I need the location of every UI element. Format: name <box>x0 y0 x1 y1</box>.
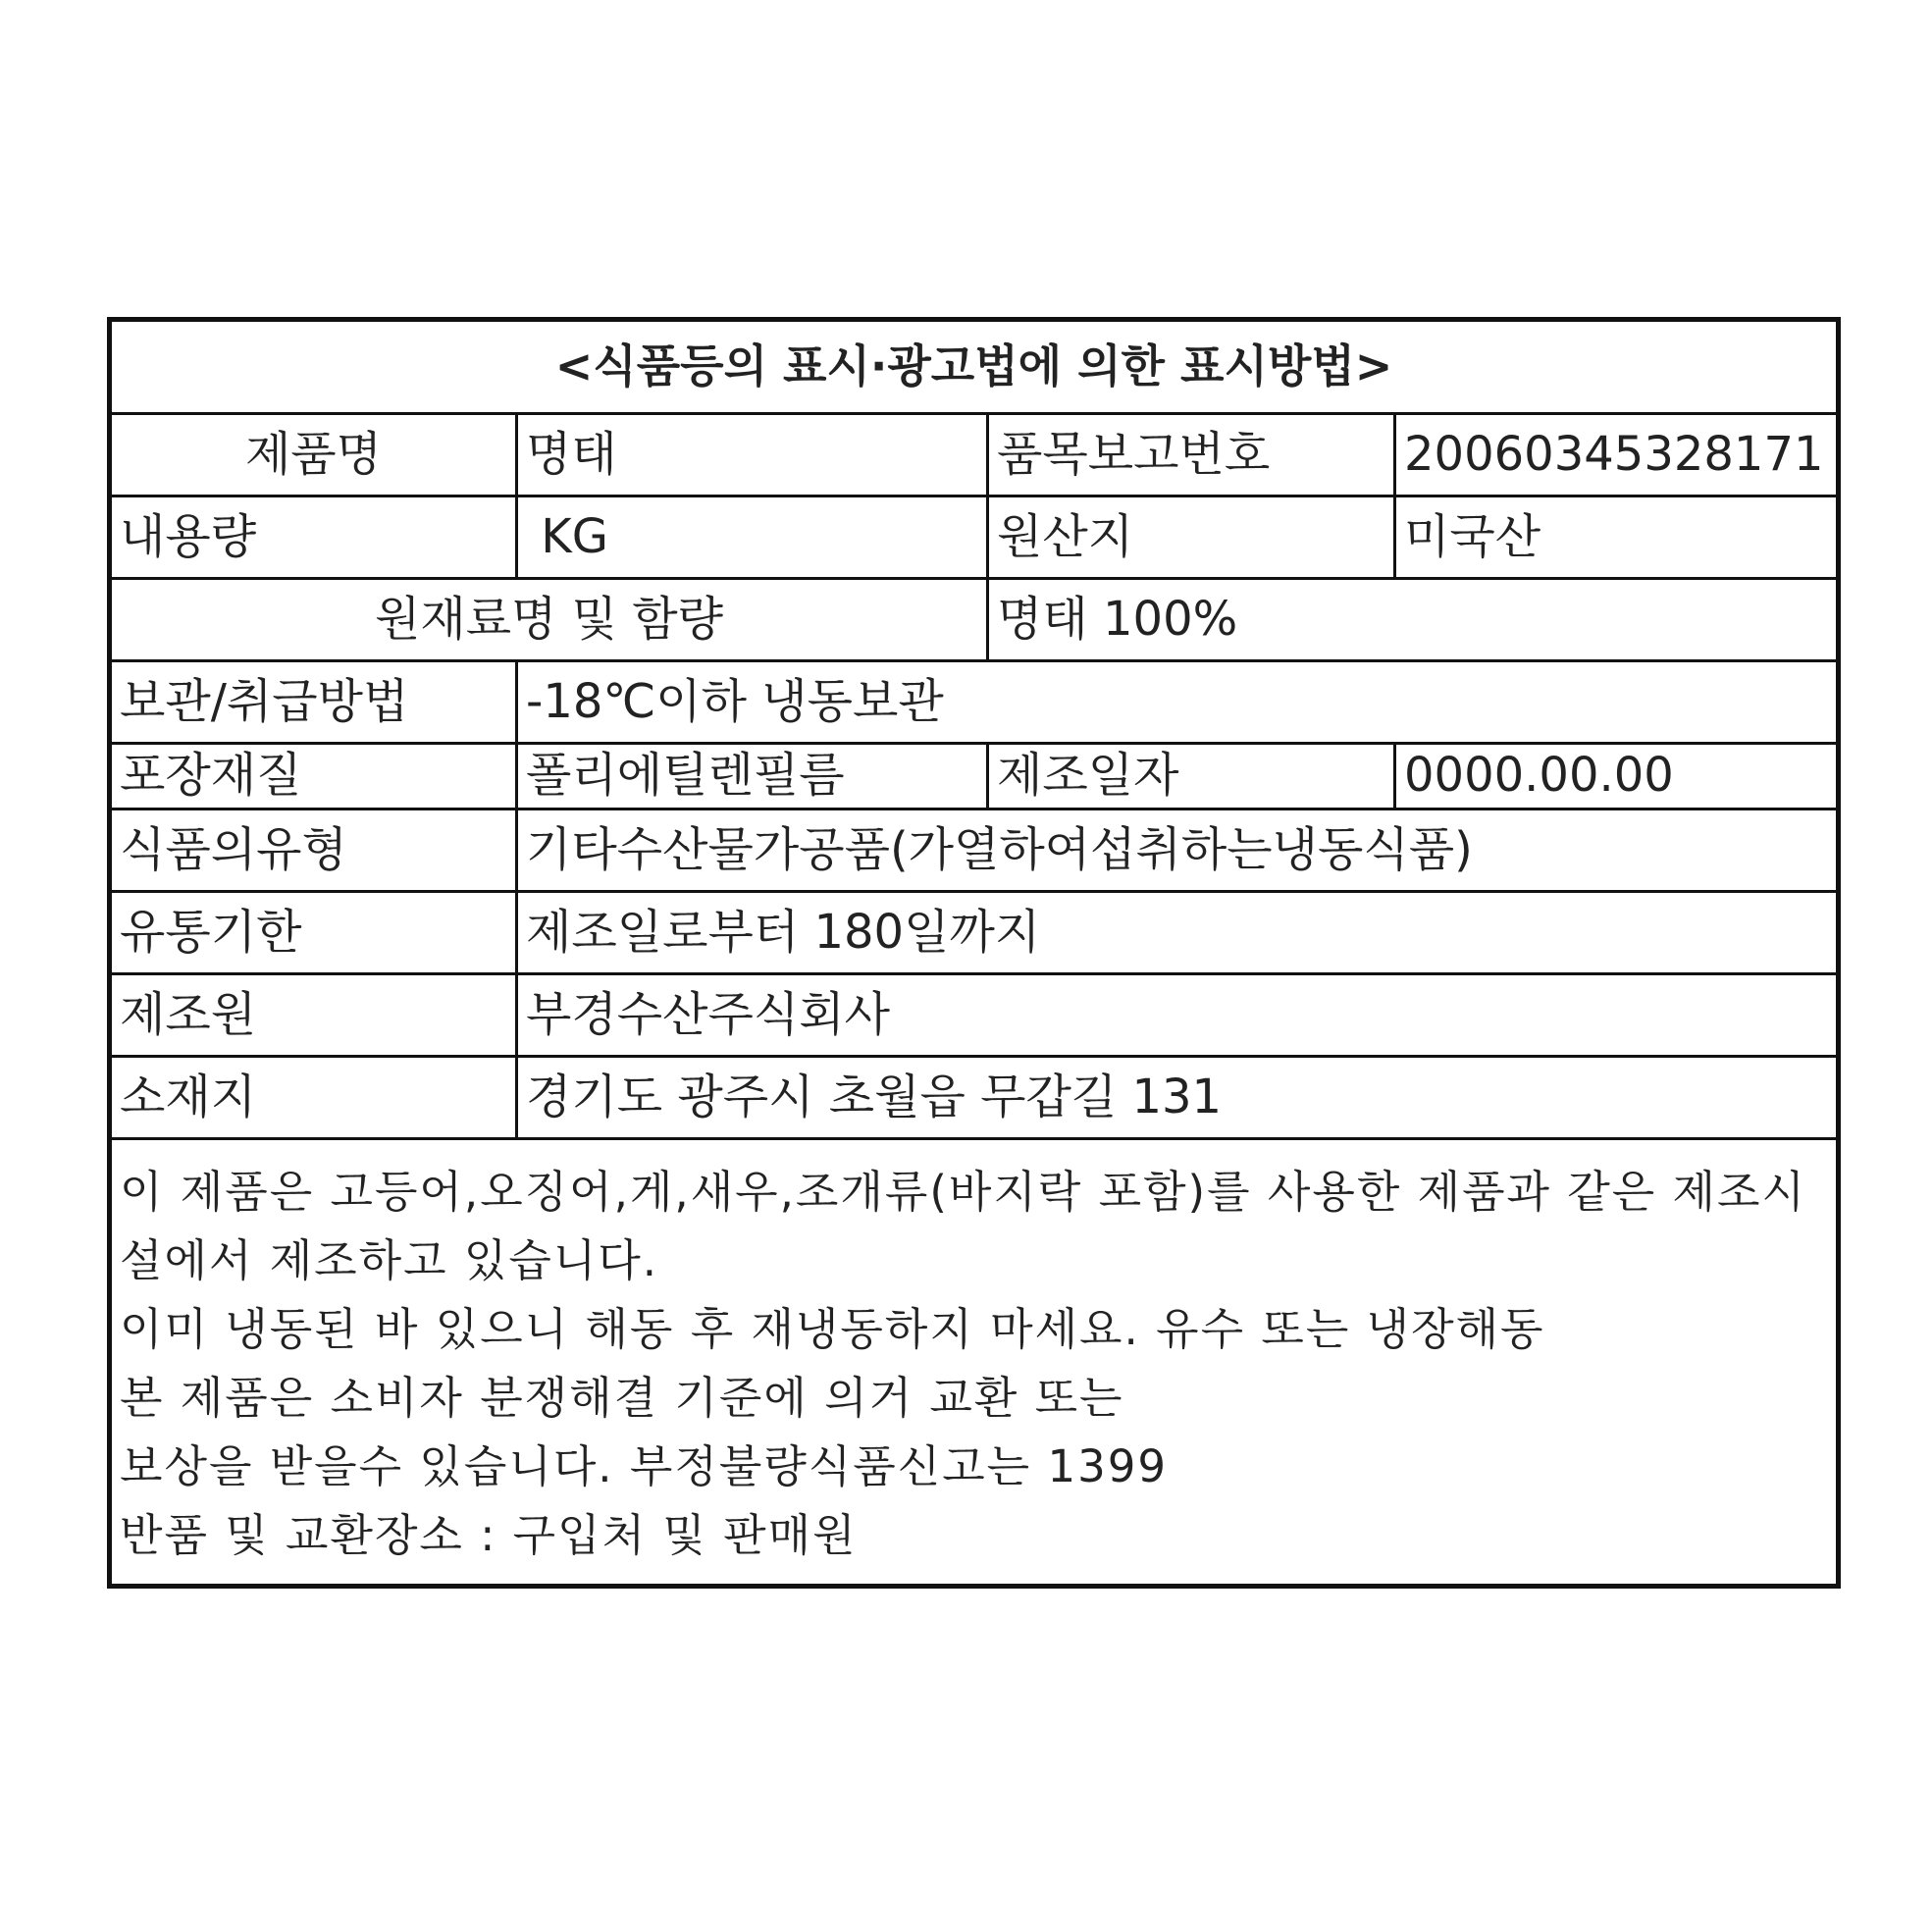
row-storage <box>110 661 1839 744</box>
manufacturer-value: 부경수산주식회사 <box>517 974 1839 1057</box>
notice-line: 이미 냉동된 바 있으니 해동 후 재냉동하지 마세요. 유수 또는 냉장해동 <box>120 1303 1545 1355</box>
food-type-value: 기타수산물가공품(가열하여섭취하는냉동식품) <box>517 809 1839 892</box>
row-ingredients <box>110 579 1839 661</box>
ingredients-value: 명태 100% <box>988 579 1839 661</box>
notice-line: 이 제품은 고등어,오징어,게,새우,조개류(바지락 포함)를 사용한 제품과 같은 제조시 <box>120 1166 1806 1218</box>
food-type-label: 식품의유형 <box>110 809 517 892</box>
notice-line: 설에서 제조하고 있습니다. <box>120 1234 659 1286</box>
manufacture-date-value: 0000.00.00 <box>1395 744 1839 809</box>
notice-line: 반품 및 교환장소 : 구입처 및 판매원 <box>120 1509 858 1561</box>
packaging-label: 포장재질 <box>110 744 517 809</box>
storage-label: 보관/취급방법 <box>110 661 517 744</box>
shelf-life-value: 제조일로부터 180일까지 <box>517 892 1839 974</box>
shelf-life-label: 유통기한 <box>110 892 517 974</box>
food-label-table <box>107 317 1841 1589</box>
manufacturer-label: 제조원 <box>110 974 517 1057</box>
address-value: 경기도 광주시 초월읍 무갑길 131 <box>517 1057 1839 1139</box>
row-net-content <box>110 496 1839 579</box>
ingredients-label: 원재료명 및 함량 <box>110 579 988 661</box>
origin-label: 원산지 <box>988 496 1395 579</box>
row-food-type <box>110 809 1839 892</box>
net-content-value: KG <box>517 496 988 579</box>
row-manufacturer <box>110 974 1839 1057</box>
product-name-label: 제품명 <box>110 414 517 496</box>
packaging-value: 폴리에틸렌필름 <box>517 744 988 809</box>
manufacture-date-label: 제조일자 <box>988 744 1395 809</box>
storage-value: -18℃이하 냉동보관 <box>517 661 1839 744</box>
row-shelf-life <box>110 892 1839 974</box>
label-title: <식품등의 표시·광고법에 의한 표시방법> <box>110 320 1839 414</box>
notice-line: 보상을 받을수 있습니다. 부정불량식품신고는 1399 <box>120 1440 1168 1492</box>
report-number-value: 20060345328171 <box>1395 414 1839 496</box>
row-product-name <box>110 414 1839 496</box>
row-address <box>110 1057 1839 1139</box>
title-row <box>110 320 1839 414</box>
address-label: 소재지 <box>110 1057 517 1139</box>
product-name-value: 명태 <box>517 414 988 496</box>
notice-block <box>110 1139 1839 1587</box>
report-number-label: 품목보고번호 <box>988 414 1395 496</box>
row-notice <box>110 1139 1839 1587</box>
notice-line: 본 제품은 소비자 분쟁해결 기준에 의거 교환 또는 <box>120 1372 1124 1424</box>
row-packaging <box>110 744 1839 809</box>
net-content-label: 내용량 <box>110 496 517 579</box>
origin-value: 미국산 <box>1395 496 1839 579</box>
